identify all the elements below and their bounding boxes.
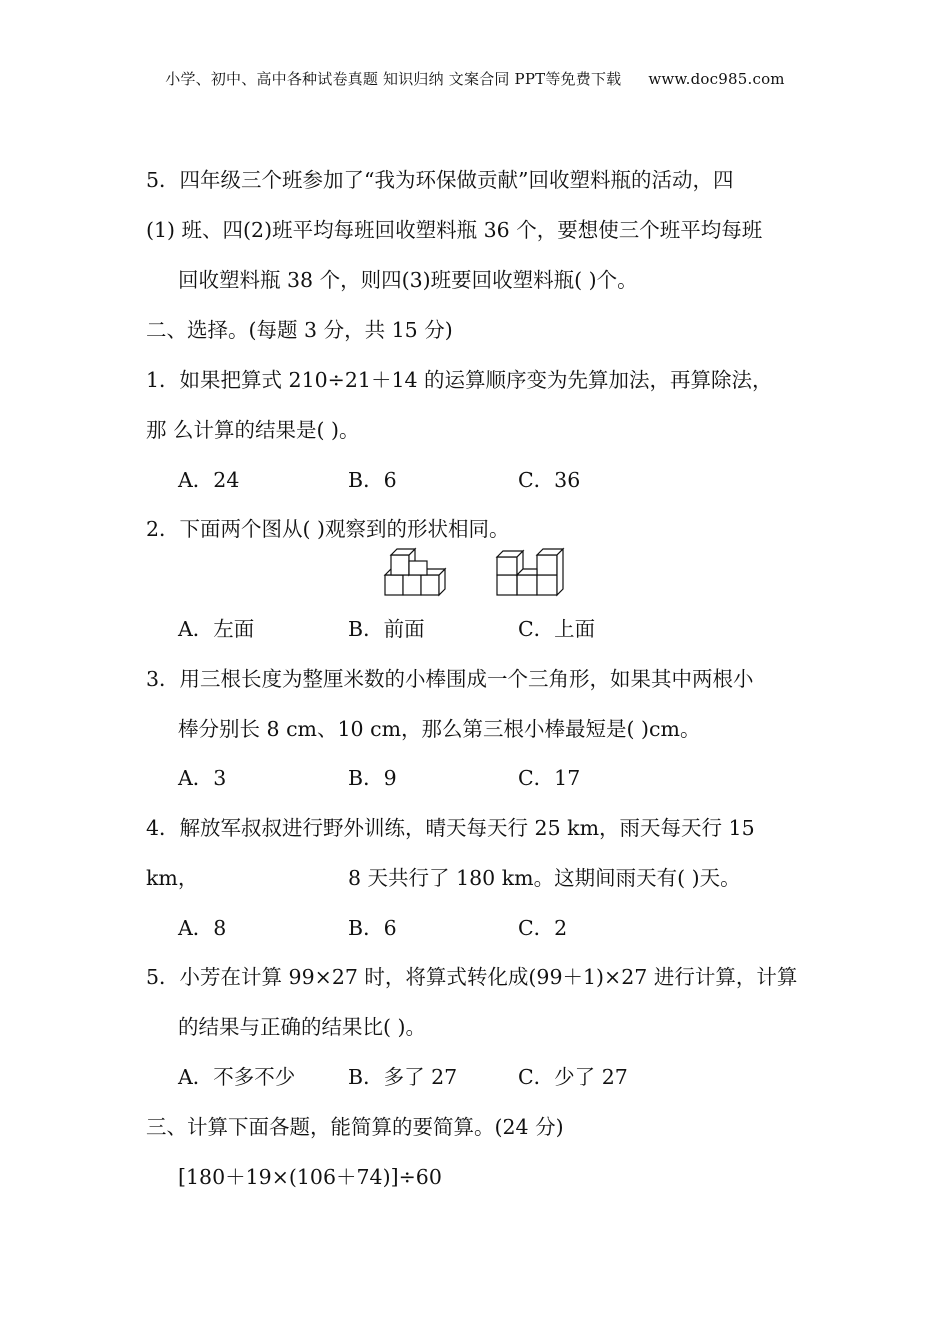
q5-option-a: A．不多不少: [178, 1065, 296, 1089]
q3-option-b: B．9: [348, 766, 397, 790]
q3-line1: 3．用三根长度为整厘米数的小棒围成一个三角形，如果其中两根小: [146, 667, 754, 691]
cube-figure-2: [495, 545, 567, 599]
fill-q5-line3: 回收塑料瓶 38 个，则四(3)班要回收塑料瓶( )个。: [178, 268, 638, 292]
fill-q5-line2: (1) 班、四(2)班平均每班回收塑料瓶 36 个，要想使三个班平均每班: [146, 218, 763, 242]
fill-q5-line1: 5．四年级三个班参加了“我为环保做贡献”回收塑料瓶的活动，四: [146, 168, 734, 192]
q4-line1: 4．解放军叔叔进行野外训练，晴天每天行 25 km，雨天每天行 15: [146, 816, 755, 840]
q5-option-b: B．多了 27: [348, 1065, 458, 1089]
q2-option-a: A．左面: [178, 617, 255, 641]
q2-option-b: B．前面: [348, 617, 425, 641]
q1-option-a: A．24: [178, 468, 240, 492]
section3-title: 三、计算下面各题，能简算的要简算。(24 分): [146, 1115, 564, 1139]
header-text: 小学、初中、高中各种试卷真题 知识归纳 文案合同 PPT等免费下载: [165, 70, 622, 88]
calc-expression-1: [180＋19×(106＋74)]÷60: [178, 1165, 442, 1189]
q2-line1: 2．下面两个图从( )观察到的形状相同。: [146, 517, 510, 541]
q1-option-c: C．36: [518, 468, 581, 492]
q1-line2: 那 么计算的结果是( )。: [146, 418, 360, 442]
q4-option-a: A．8: [178, 916, 227, 940]
q4-option-c: C．2: [518, 916, 568, 940]
cube-figure-1: [383, 545, 449, 599]
q4-option-b: B．6: [348, 916, 397, 940]
q2-option-c: C．上面: [518, 617, 596, 641]
q1-option-b: B．6: [348, 468, 397, 492]
q5-line1: 5．小芳在计算 99×27 时，将算式转化成(99＋1)×27 进行计算，计算: [146, 965, 798, 989]
page-header: [0, 68, 950, 89]
section2-title: 二、选择。(每题 3 分，共 15 分): [146, 318, 453, 342]
q3-option-a: A．3: [178, 766, 227, 790]
q5-option-c: C．少了 27: [518, 1065, 628, 1089]
q4-line2b: 8 天共行了 180 km。这期间雨天有( )天。: [348, 866, 741, 890]
q4-line2a: km，: [146, 866, 199, 890]
q3-line2: 棒分别长 8 cm、10 cm，那么第三根小棒最短是( )cm。: [178, 717, 701, 741]
q3-option-c: C．17: [518, 766, 581, 790]
header-site: www.doc985.com: [648, 70, 785, 88]
q1-line1: 1．如果把算式 210÷21＋14 的运算顺序变为先算加法，再算除法，: [146, 368, 773, 392]
q5-line2: 的结果与正确的结果比( )。: [178, 1015, 427, 1039]
